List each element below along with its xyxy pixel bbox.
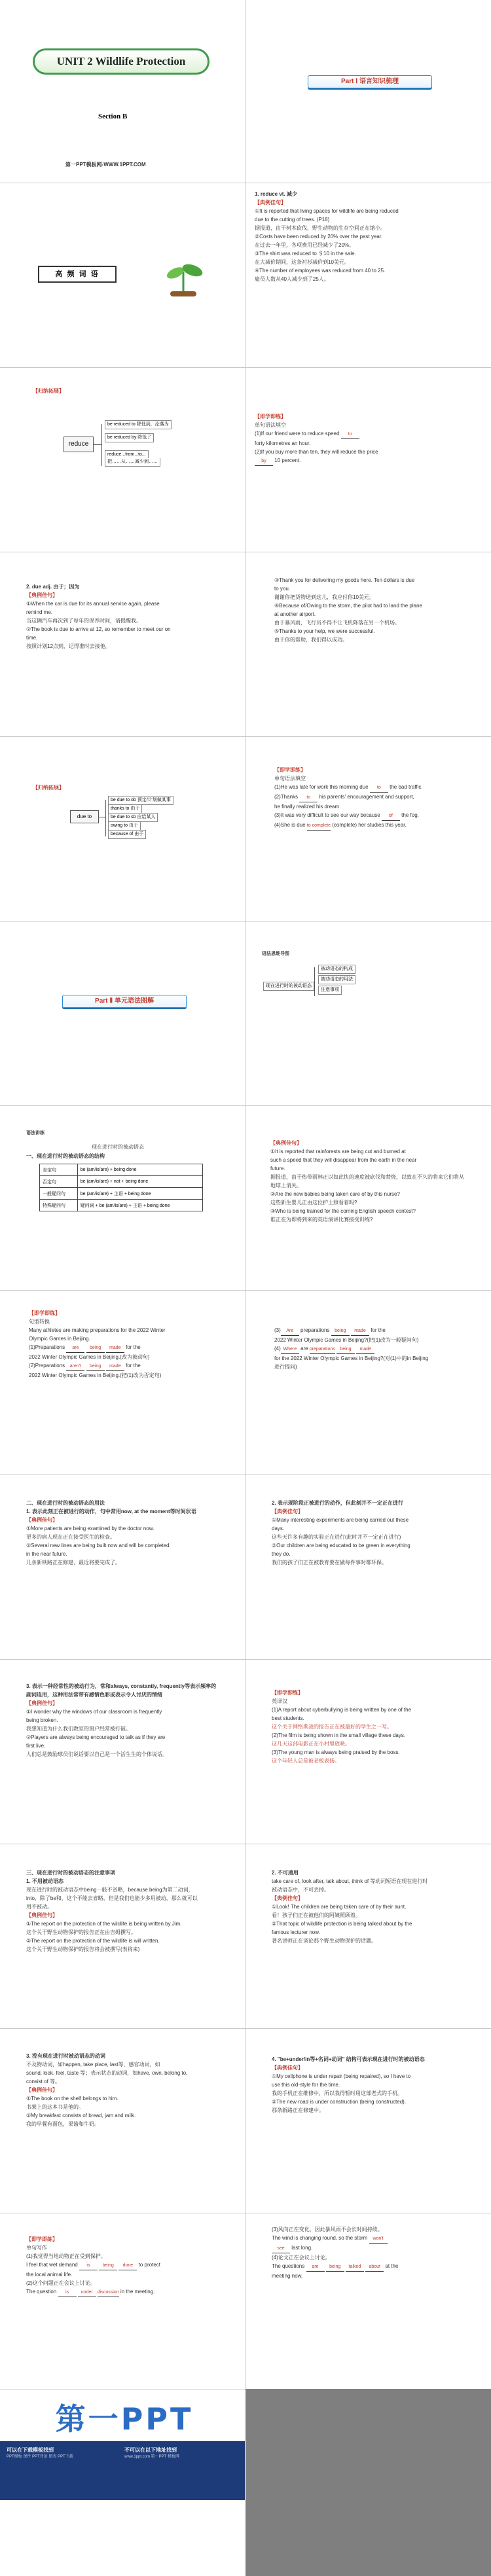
row-divider — [0, 2028, 491, 2029]
part2-banner: Part Ⅱ 单元语法图解 — [62, 995, 187, 1008]
due-panel — [0, 582, 245, 651]
due-map-branch: be due to sb 应给某人 — [108, 813, 158, 822]
notes-head: 2. 不可通用 — [272, 1870, 299, 1876]
practice-tag: 【即学即练】 — [272, 1690, 303, 1696]
due-line: ④Because of/Owing to the storm, the pilot had to land the plane — [274, 603, 422, 609]
practice-line: for the — [126, 1363, 141, 1368]
practice-line: (1)我觉得当地动物正在受到保护。 — [26, 2253, 106, 2259]
final-left — [0, 2235, 245, 2297]
due-line: ③Thank you for delivering my goods here. Ten dollars is due — [274, 577, 415, 583]
grammar-right-2 — [245, 1326, 490, 1371]
grammar-map-branch: 被动语态的构成 — [318, 965, 355, 974]
reduce-panel — [245, 190, 490, 283]
reduce-map-center: reduce — [64, 437, 94, 452]
table-cell: be (am/is/are) + 主语 + being done — [77, 1188, 202, 1200]
footer-col — [124, 2446, 179, 2460]
answer-blank: is — [58, 2288, 77, 2297]
notes-line: 书架上的这本书是他的。 — [26, 2104, 84, 2110]
hidden-left — [0, 2052, 245, 2128]
usage3-left — [0, 1682, 245, 1759]
practice-line: (2)The film is being shown in the small village these days. — [272, 1732, 406, 1738]
practice-line: Olympic Games in Beijing. — [29, 1336, 90, 1342]
notes-line: 不及物动词，如happen, take place, last等，感官动词，如 — [26, 2062, 160, 2067]
usage-head: 二、现在进行时的被动语态的用法 — [26, 1500, 105, 1506]
reduce-map-branch: 把……从……减少到…… — [105, 458, 160, 467]
notes-line: famous lecturer now. — [272, 1929, 320, 1935]
answer-line: 这个年轻人总是被老板表扬。 — [272, 1758, 340, 1764]
table-row — [40, 1188, 203, 1200]
table-cell: be (am/is/are) + being done — [77, 1164, 202, 1176]
example-line: in the near future. — [26, 1551, 67, 1557]
notes-line: ②My breakfast consists of bread, jam and milk. — [26, 2113, 136, 2119]
high-frequency-words-title: 高 频 词 语 — [38, 266, 117, 283]
notes-head: 三、现在进行时的被动语态的注意事项 — [26, 1870, 115, 1876]
practice-line: (2)Preparations — [29, 1363, 65, 1368]
row-divider — [0, 367, 491, 368]
example-tag: 【典例佳句】 — [26, 1517, 58, 1523]
map-connector — [94, 444, 101, 445]
example-line: ①Many interesting experiments are being carried out these — [272, 1517, 409, 1523]
practice-sub: 单句写作 — [26, 2245, 47, 2251]
due-head: 2. due adj. 由于；因为 — [26, 584, 80, 590]
usage-head: 3. 表示一种经常性的被动行为，常和always, constantly, frequently等表示频率的副词连用，这种用法常带有感情色彩或表示令人讨厌的情绪 — [26, 1683, 217, 1698]
practice-tag: 【即学即练】 — [255, 414, 286, 420]
due-line: ⑤Thanks to your help, we were successful. — [274, 628, 375, 634]
map-connector — [314, 967, 315, 996]
due-map-tag: 【归纳拓展】 — [33, 785, 64, 791]
answer-blank: are — [306, 2263, 325, 2272]
grammar-tag: 语法讲练 — [26, 1131, 45, 1136]
practice-sub: 单句语法填空 — [274, 776, 306, 781]
practice-line: (3)风向正在变化，因此暴风雨不会长时间持续。 — [272, 2227, 383, 2232]
practice-line: (4)论文正在会议上讨论。 — [272, 2255, 331, 2261]
practice-tag: 【即学即练】 — [29, 1310, 60, 1316]
usage-sub: 1. 表示此刻正在被进行的动作，句中常用now, at the moment等时间状语 — [26, 1509, 196, 1514]
practice-line: forty kilometres an hour. — [255, 440, 311, 446]
example-line: ②Players are always being encouraged to talk as if they are — [26, 1734, 166, 1740]
example-line: ③Who is being trained for the coming English speech contest? — [270, 1208, 416, 1214]
grammar-table — [39, 1164, 203, 1211]
answer-blank: won't — [369, 2234, 388, 2244]
notes-line: 著名讲师正在谈论那个野生动物保护的话题。 — [272, 1938, 376, 1944]
answer-blank: made — [106, 1344, 124, 1353]
answer-blank: done — [118, 2261, 137, 2270]
notes-right — [245, 1869, 490, 1945]
notes-line: 被动语态中，不可丢掉。 — [272, 1887, 329, 1893]
example-line: such a speed that they will disappear from the earth in the near — [270, 1157, 417, 1163]
reduce-line: ①It is reported that living spaces for wildlife are being reduced — [255, 208, 399, 214]
answer-blank: Where — [281, 1345, 299, 1354]
row-divider — [0, 1105, 491, 1106]
notes-line: 看！孩子们正在被他们的阿姨照顾着。 — [272, 1912, 361, 1918]
practice-line: (4) — [274, 1346, 281, 1351]
example-line: 更多的病人现在正在接受医生的检查。 — [26, 1534, 115, 1540]
example-tag: 【典例佳句】 — [26, 1700, 58, 1706]
grammar-table-title: 现在进行时的被动语态 — [92, 1144, 144, 1150]
notes-left — [0, 1869, 245, 1954]
practice-line: (1)Preparations — [29, 1344, 65, 1350]
usage-left — [0, 1499, 245, 1567]
unit-title: UNIT 2 Wildlife Protection — [33, 48, 209, 75]
notes-line: ②That topic of wildlife protection is being talked about by the — [272, 1921, 412, 1927]
practice-line: I feel that wet demand — [26, 2262, 78, 2268]
reduce-map-branch: be reduced by 降低了 — [105, 433, 154, 442]
due-line: ①When the car is due for its annual service again, please — [26, 601, 160, 607]
reduce-map-branch: reduce...from...to... — [105, 450, 149, 459]
grammar-map-branch: 注意事项 — [318, 986, 342, 995]
example-line: 这些新生婴儿正由这位护士照看着吗? — [270, 1200, 357, 1206]
practice-line: (3)It was very difficult to see our way because — [274, 812, 380, 818]
practice-line: 进行提问) — [274, 1364, 297, 1370]
example-line: future. — [270, 1166, 285, 1172]
notes-head: 3. 没有现在进行时被动语态的动词 — [26, 2053, 105, 2059]
practice-line: (2)If you buy more than ten, they will reduce the price — [255, 449, 378, 455]
grammar-right-1 — [245, 1139, 490, 1224]
notes-line: consist of 等。 — [26, 2079, 61, 2084]
notes-line: ①My cellphone is under repair (being repaired), so I have to — [272, 2073, 411, 2079]
reduce-practice — [245, 412, 490, 466]
example-line: 我想知道为什么我们教室的窗户经常被打破。 — [26, 1726, 131, 1732]
plant-icon — [157, 259, 209, 298]
map-connector — [101, 424, 102, 466]
notes-line: ②The report on the protection of the wildlife is will written. — [26, 1938, 160, 1944]
practice-line: (2)Thanks — [274, 794, 299, 800]
notes-line: sound, look, feel, taste 等；表示状态的动词，如have, own, belong to, — [26, 2070, 188, 2076]
table-cell: 肯定句 — [40, 1164, 78, 1176]
practice-line: The question — [26, 2289, 57, 2295]
example-line: ②Our children are being educated to be green in everything — [272, 1543, 410, 1548]
answer-line: 这几天这部电影正在小村里放映。 — [272, 1741, 350, 1747]
practice-line: (4)She is due — [274, 822, 306, 828]
practice-line: last long. — [291, 2245, 313, 2251]
due-line: remind me. — [26, 609, 53, 615]
notes-line: into，除了be和，这个不能去省略，但是我们也能少多用被动，那么就可以 — [26, 1895, 198, 1901]
reduce-line: 在过去一年里，各项费用已经减少了20%。 — [255, 242, 355, 248]
grammar-left-2 — [0, 1309, 245, 1380]
due-map-branch: owing to 由于 — [108, 821, 141, 831]
usage-right — [245, 1499, 490, 1567]
example-line: first live. — [26, 1743, 46, 1749]
reduce-line: ②Costs have been reduced by 20% over the past year. — [255, 234, 383, 240]
notes-line: 这个关于野生动物保护的报告将会被撰写(表将来) — [26, 1946, 140, 1952]
answer-blank: are — [66, 1344, 84, 1353]
practice-line: at the — [385, 2263, 399, 2269]
grammar-map-title: 语法思维导图 — [262, 952, 289, 956]
practice-line: Many athletes are making preparations for the 2022 Winter — [29, 1327, 166, 1333]
practice-line: 2022 Winter Olympic Games in Beijing?(把(1)改为一般疑问句) — [274, 1337, 419, 1343]
example-line: being broken. — [26, 1717, 58, 1723]
example-tag: 【典例佳句】 — [270, 1140, 302, 1146]
practice-line: for the 2022 Winter Olympic Games in Beijing?(对(1)中的in Beijing — [274, 1355, 429, 1361]
reduce-line: 据报道，由于树木砍伐，野生动物的生存空间正在缩小。 — [255, 225, 386, 231]
example-tag: 【典例佳句】 — [26, 2087, 58, 2093]
due-map-branch: be due to do 预定/计划做某事 — [108, 796, 173, 805]
table-cell: 否定句 — [40, 1176, 78, 1188]
due-map-branch: because of 由于 — [108, 830, 146, 839]
answer-blank: under — [78, 2288, 96, 2297]
practice-line: (3) — [274, 1327, 281, 1333]
example-line: 人们总是鼓励球员们说话要以自己是一个活生生的个体说话。 — [26, 1751, 168, 1757]
answer-blank: made — [106, 1362, 124, 1371]
example-tag: 【典例佳句】 — [272, 1895, 303, 1901]
practice-line: (1)If our friend were to reduce speed — [255, 431, 340, 437]
answer-blank: Are — [281, 1327, 299, 1336]
practice-line: 2022 Winter Olympic Games in Beijing.(改为被动句) — [29, 1354, 150, 1360]
practice-line: (3)The young man is always being praised by the boss. — [272, 1749, 400, 1755]
notes-line: ①Look! The children are being taken care of by their aunt. — [272, 1904, 407, 1910]
due-right — [245, 576, 490, 644]
due-practice — [245, 766, 490, 831]
practice-line: (1)He was late for work this morning due — [274, 784, 369, 790]
example-line: 据报道，由于热带雨林正以如此快的速度被砍伐和焚烧，以致在不久的将来它们将从地球上消失。 — [270, 1174, 464, 1189]
practice-line: best students. — [272, 1715, 304, 1721]
example-tag: 【典例佳句】 — [272, 1509, 303, 1514]
answer-blank: by — [255, 457, 273, 466]
due-line: to you. — [274, 586, 291, 592]
answer-blank: being — [331, 1327, 350, 1336]
answer-blank: about — [365, 2263, 384, 2272]
example-line: ①I wonder why the windows of our classroom is frequently — [26, 1709, 162, 1715]
answer-line: 这个关于网络欺凌的报告正在被最好的学生之一写。 — [272, 1724, 392, 1730]
map-connector — [105, 800, 106, 836]
answer-blank: being — [86, 1344, 105, 1353]
grammar-map-center: 现在进行时的被动语态 — [263, 982, 314, 991]
practice-line: the local animal life. — [26, 2272, 73, 2278]
notes-line: use this old-style for the time. — [272, 2082, 340, 2088]
notes-line: 我的手机正在维修中，所以我得暂时用这部老式的手机。 — [272, 2090, 403, 2096]
section-label: Section B — [98, 113, 128, 120]
footer-bar — [0, 2441, 245, 2500]
reduce-line: ④The number of employees was reduced from 40 to 25. — [255, 268, 386, 274]
reduce-line: ③The shirt was reduced to ＄10 in the sale. — [255, 251, 356, 257]
answer-blank: preparations — [310, 1345, 335, 1354]
due-line: 谢谢你把货物送到这儿，我应付你10美元。 — [274, 594, 374, 600]
practice-line: 2022 Winter Olympic Games in Beijing.(把(1)改为否定句) — [29, 1372, 162, 1378]
practice-line: the fog. — [401, 812, 419, 818]
footer-sub: PPT模板 课件 PPT背景 图表 PPT下载 — [7, 2455, 73, 2459]
answer-blank: to — [370, 783, 388, 793]
practice-line: (1)A report about cyberbullying is being written by one of the — [272, 1707, 412, 1713]
notes-line: ②The new road is under construction (being constructed). — [272, 2099, 407, 2105]
due-line: ②The book is due to arrive at 12, so remember to meet our on — [26, 626, 171, 632]
reduce-map-tag: 【归纳拓展】 — [33, 388, 64, 394]
table-cell: 特殊疑问句 — [40, 1200, 78, 1211]
answer-blank: being — [336, 1345, 355, 1354]
practice-line: his parents' encouragement and support, — [319, 794, 414, 800]
notes-line: 现在进行时的被动语态中being一般不省略，because being为第二动词， — [26, 1887, 194, 1893]
practice-line: are — [300, 1346, 308, 1351]
example-line: they do. — [272, 1551, 291, 1557]
practice-sub: 英译汉 — [272, 1698, 287, 1704]
practice-line: 10 percent. — [274, 457, 301, 463]
final-right — [245, 2225, 490, 2280]
example-line: 几条新铁路正在修建，最近将要完成了。 — [26, 1560, 120, 1565]
due-line: 按照计划12点到，记得准时去接他。 — [26, 643, 111, 649]
answer-blank: is — [79, 2261, 98, 2270]
example-line: 谁正在为即将到来的英语演讲比赛接受训练? — [270, 1217, 373, 1223]
practice-tag: 【即学即练】 — [274, 767, 306, 773]
answer-blank: made — [351, 1327, 369, 1336]
example-line: ②Several new lines are being built now and will be completed — [26, 1543, 170, 1548]
answer-blank: discussion — [98, 2288, 119, 2297]
answer-blank: being — [326, 2263, 344, 2272]
due-tag: 【典例佳句】 — [26, 592, 58, 598]
due-map-center: due to — [70, 810, 99, 823]
grammar-table-sub: 一、现在进行时的被动语态的结构 — [26, 1153, 105, 1159]
practice-sub: 单句语法填空 — [255, 422, 286, 428]
answer-blank: being — [99, 2261, 117, 2270]
answer-blank: being — [86, 1362, 105, 1371]
practice-sub: 句型转换 — [29, 1319, 50, 1325]
notes-line: 那条新路正在修建中。 — [272, 2107, 324, 2113]
notes-line: 我的早餐有面包，果酱和牛奶。 — [26, 2121, 100, 2127]
practice-tag: 【即学即练】 — [26, 2236, 58, 2242]
footer-head: 可以在下载模板找到 — [7, 2447, 54, 2453]
table-cell: be (am/is/are) + not + being done — [77, 1176, 202, 1188]
reduce-line: 雇员人数从40人减少到了25人。 — [255, 276, 329, 282]
example-line: days. — [272, 1526, 285, 1531]
due-line: time. — [26, 635, 38, 641]
practice-line: preparations — [300, 1327, 330, 1333]
grammar-map-branch: 被动语态的用法 — [318, 975, 355, 984]
notes-line: take care of, look after, talk about, think of 等动词短语在现在进行时 — [272, 1878, 428, 1884]
practice-line: he finally realized his dream. — [274, 804, 341, 810]
row-divider — [0, 1659, 491, 1660]
answer-blank: made — [356, 1345, 374, 1354]
reduce-head: 1. reduce vt. 减少 — [255, 191, 297, 197]
due-map-branch: thanks to 由于 — [108, 804, 142, 814]
brand-logo: 第一PPT — [55, 2401, 194, 2437]
hidden-right — [245, 2055, 490, 2115]
empty-slide-placeholder — [245, 2389, 491, 2576]
notes-line: 用不被动。 — [26, 1904, 52, 1910]
notes-sub: 1. 不用被动语态 — [26, 1878, 64, 1884]
answer-blank: to — [341, 430, 359, 439]
example-line: ①It is reported that rainforests are being cut and burned at — [270, 1149, 406, 1154]
practice-line: (2)这个问题正在会议上讨论。 — [26, 2280, 96, 2286]
table-cell: 疑问词 + be (am/is/are) + 主语 + being done — [77, 1200, 202, 1211]
answer-blank: to complete — [307, 821, 331, 831]
table-row — [40, 1200, 203, 1211]
reduce-tag: 【典例佳句】 — [255, 200, 286, 206]
table-row — [40, 1164, 203, 1176]
practice-line: the bad traffic. — [390, 784, 423, 790]
footer-col — [7, 2446, 73, 2460]
footer-sub: www.1ppt.com 第一PPT 模板网 — [124, 2455, 179, 2459]
due-line: at another airport. — [274, 611, 316, 617]
notes-line: ①The book on the shelf belongs to him. — [26, 2096, 118, 2102]
footer-head: 不可以在以下地址找到 — [124, 2447, 177, 2453]
practice-line: The wind is changing round, so the storm — [272, 2235, 368, 2241]
due-line: 由于你的帮助，我们得以成功。 — [274, 637, 348, 643]
part1-banner: Part Ⅰ 语言知识梳理 — [308, 75, 432, 88]
practice-line: for the — [126, 1344, 141, 1350]
practice-line: meeting now. — [272, 2273, 303, 2279]
usage-head: 2. 表示现阶段正被进行的动作，但此刻并不一定正在进行 — [272, 1500, 403, 1506]
usage3-right — [245, 1689, 490, 1765]
due-line: 当这辆汽车再次到了每年的保养时间，请提醒我。 — [26, 618, 141, 624]
example-line: 这些天许多有趣的实验正在进行(此时并不一定正在进行) — [272, 1534, 401, 1540]
row-divider — [0, 736, 491, 737]
notes-line: ①The report on the protection of the wildlife is being written by Jim. — [26, 1921, 182, 1927]
example-line: ①More patients are being examined by the doctor now. — [26, 1526, 155, 1531]
example-tag: 【典例佳句】 — [26, 1912, 58, 1918]
source-label: 第一PPT模板网-WWW.1PPT.COM — [65, 162, 146, 168]
practice-line: The questions — [272, 2263, 305, 2269]
due-line: 由于暴风雨，飞行员不得不让飞机降落在另一个机场。 — [274, 620, 400, 626]
table-cell: 一般疑问句 — [40, 1188, 78, 1200]
answer-blank: aren't — [66, 1362, 84, 1371]
row-divider — [0, 1290, 491, 1291]
answer-blank: of — [382, 812, 400, 821]
practice-line: for the — [371, 1327, 386, 1333]
table-row — [40, 1176, 203, 1188]
answer-blank: to — [299, 793, 318, 802]
reduce-line: 在大减价期间，这条衬衫减价到10美元。 — [255, 259, 350, 265]
notes-line: 这个关于野生动物保护的报告正在由吉姆撰写。 — [26, 1929, 136, 1935]
example-line: 我们的孩子们正在被教育要在做每件事时都环保。 — [272, 1560, 387, 1565]
answer-blank: talked — [346, 2263, 364, 2272]
practice-line: to protect — [138, 2262, 161, 2268]
example-line: ②Are the new babies being taken care of by this nurse? — [270, 1191, 400, 1197]
reduce-line: due to the cutting of trees. (P18) — [255, 217, 330, 223]
reduce-map-branch: be reduced to 降低到，沦落为 — [105, 420, 172, 429]
practice-line: in the meeting. — [120, 2289, 155, 2295]
notes-head: 4. "be+under/in等+名词+动词" 结构可表示现在进行时的被动语态 — [272, 2056, 425, 2062]
example-tag: 【典例佳句】 — [272, 2065, 303, 2071]
answer-blank: see — [272, 2244, 290, 2253]
practice-line: (complete) her studies this year. — [332, 822, 407, 828]
